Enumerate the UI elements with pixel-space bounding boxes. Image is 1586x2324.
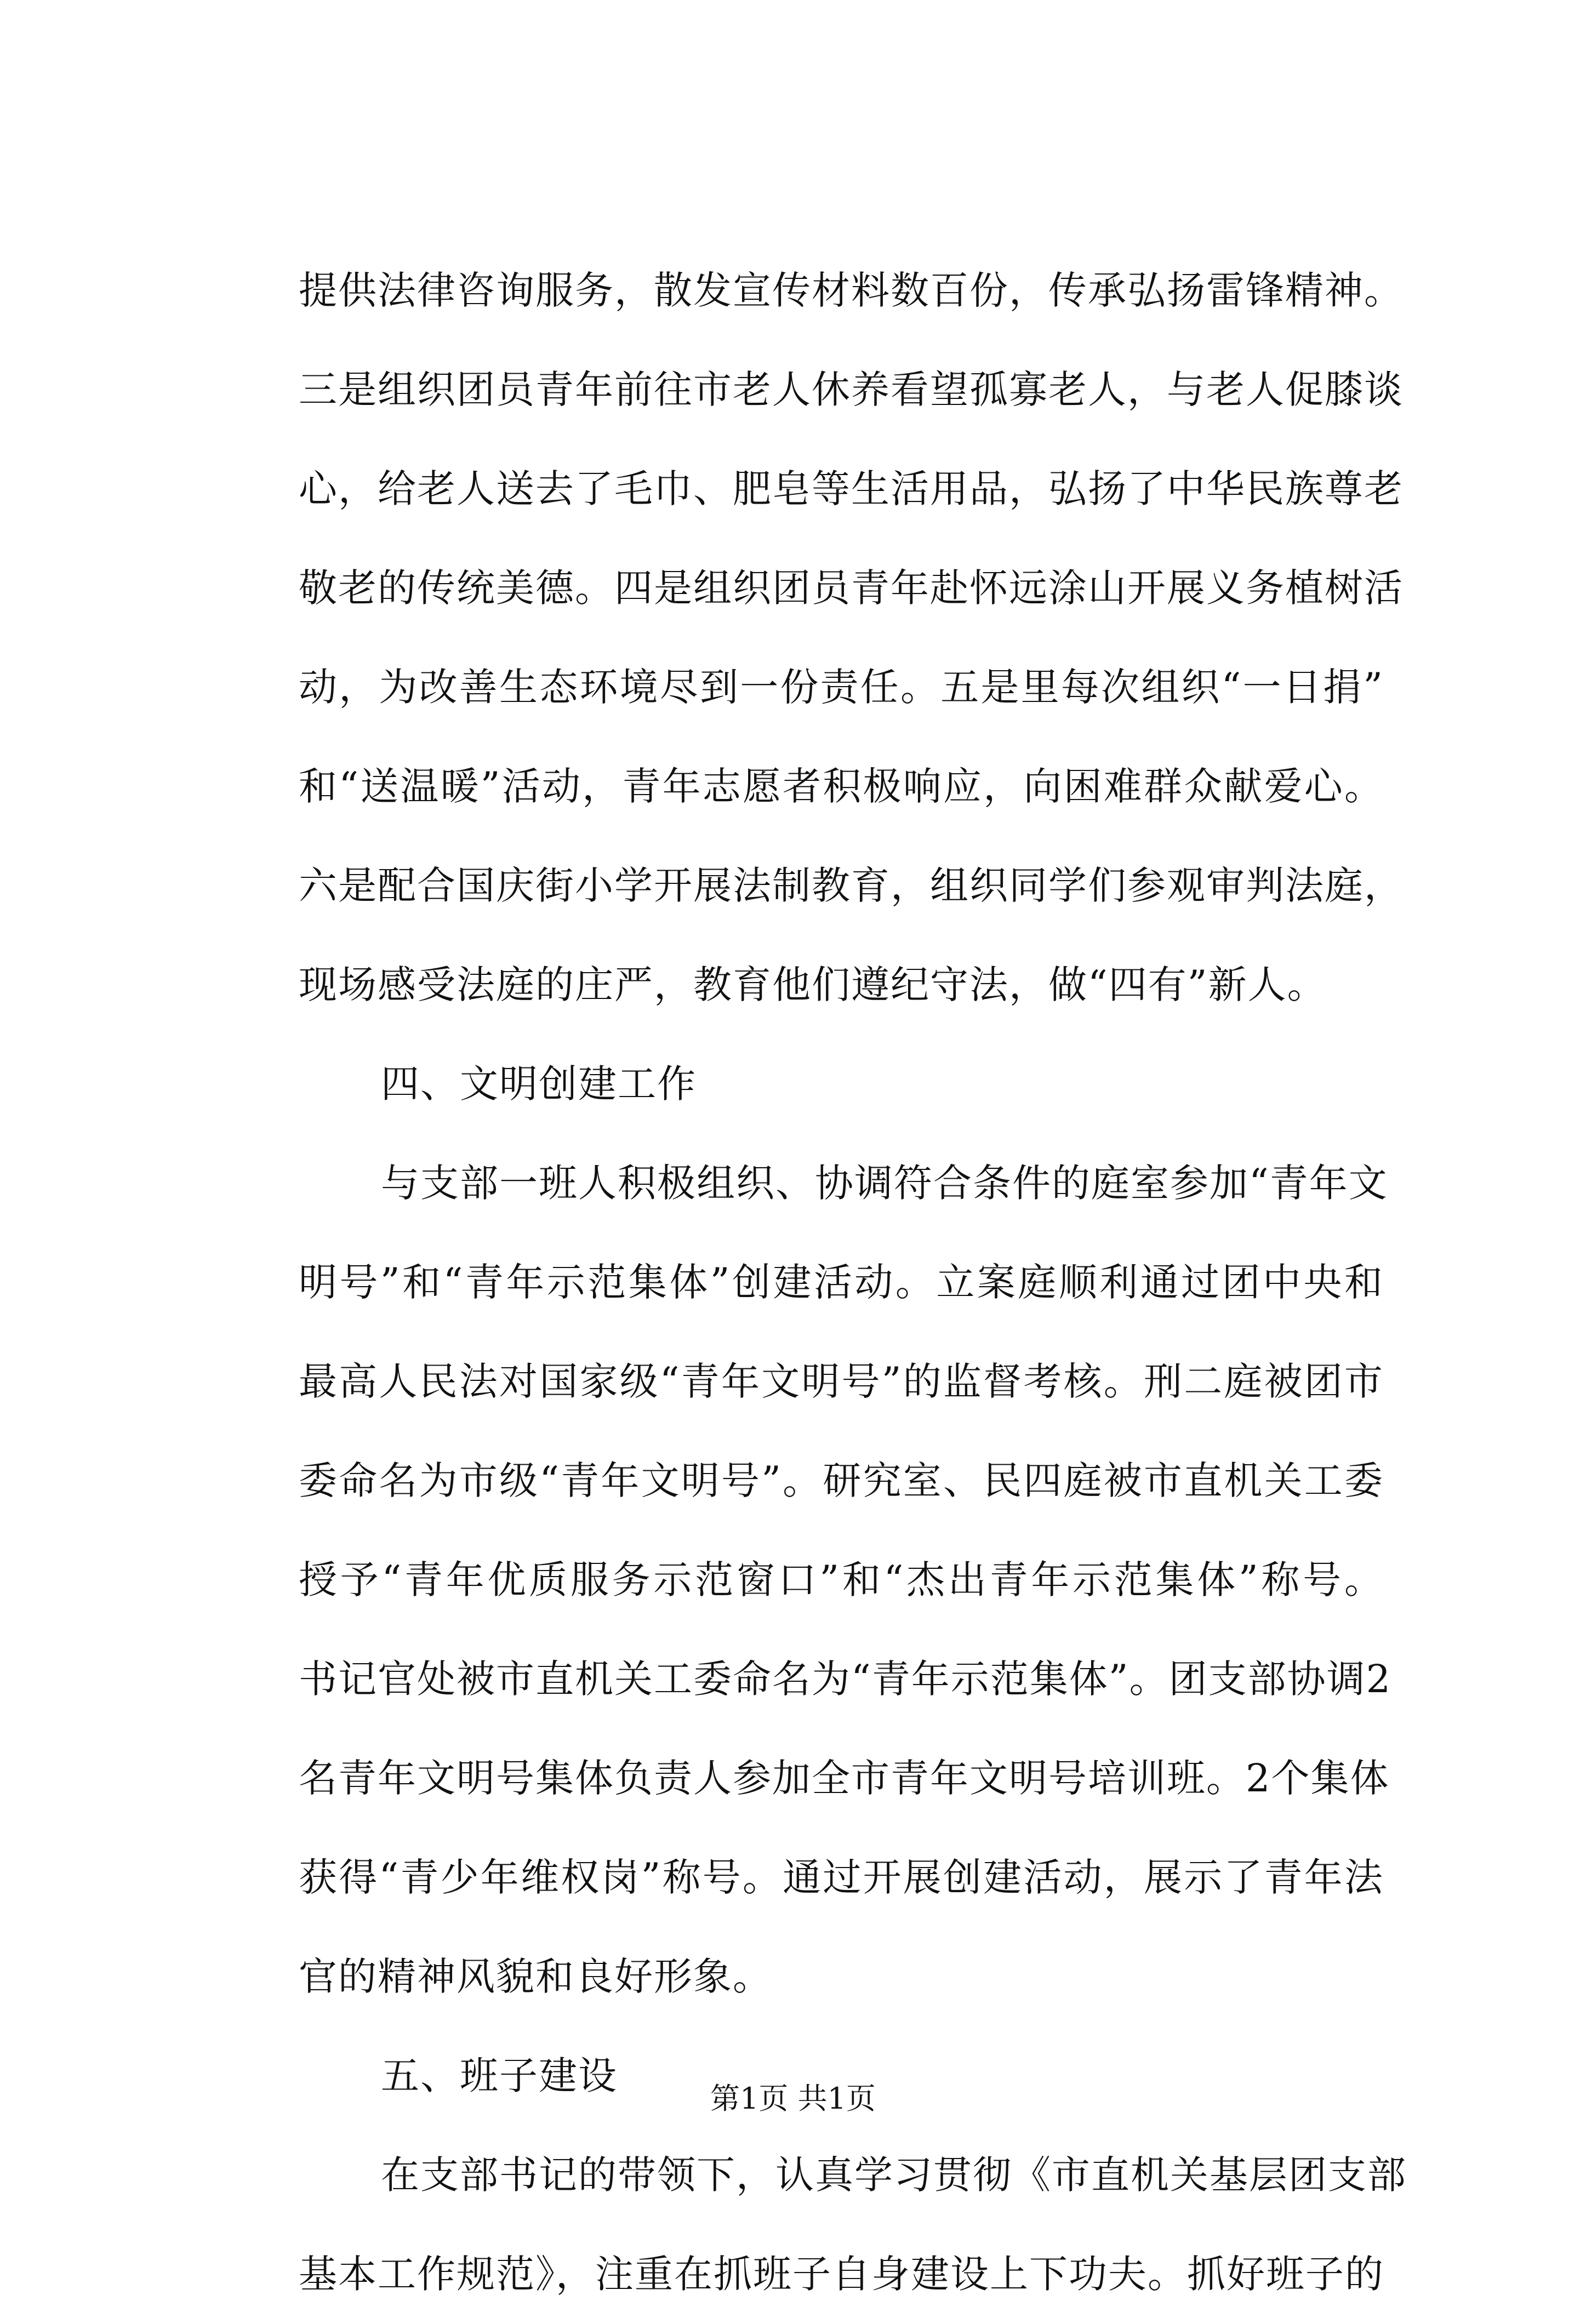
text-line: 名青年文明号集体负责人参加全市青年文明号培训班。2个集体 xyxy=(299,1756,1390,1801)
text-line: 提供法律咨询服务，散发宣传材料数百份，传承弘扬雷锋精神。 xyxy=(299,268,1404,313)
text-line: 书记官处被市直机关工委命名为“青年示范集体”。团支部协调2 xyxy=(299,1657,1392,1701)
text-line: 在支部书记的带领下，认真学习贯彻《市直机关基层团支部 xyxy=(381,2152,1407,2197)
text-line: 委命名为市级“青年文明号”。研究室、民四庭被市直机关工委 xyxy=(299,1458,1384,1503)
text-line: 最高人民法对国家级“青年文明号”的监督考核。刑二庭被团市 xyxy=(299,1359,1384,1404)
text-line: 心，给老人送去了毛巾、肥皂等生活用品，弘扬了中华民族尊老 xyxy=(299,466,1404,511)
text-line: 与支部一班人积极组织、协调符合条件的庭室参加“青年文 xyxy=(381,1161,1388,1206)
section-heading: 四、文明创建工作 xyxy=(381,1061,697,1106)
text-line: 敬老的传统美德。四是组织团员青年赴怀远涂山开展义务植树活 xyxy=(299,566,1404,610)
text-line: 六是配合国庆街小学开展法制教育，组织同学们参观审判法庭， xyxy=(299,863,1404,908)
text-line: 获得“青少年维权岗”称号。通过开展创建活动，展示了青年法 xyxy=(299,1855,1384,1900)
page-number-footer: 第1页 共1页 xyxy=(710,2081,876,2116)
text-line: 动，为改善生态环境尽到一份责任。五是里每次组织“一日捐” xyxy=(299,665,1384,710)
section-heading: 五、班子建设 xyxy=(381,2053,618,2098)
document-body xyxy=(299,241,1407,2324)
text-line: 明号”和“青年示范集体”创建活动。立案庭顺利通过团中央和 xyxy=(299,1260,1384,1305)
text-line: 官的精神风貌和良好形象。 xyxy=(299,1954,772,1999)
text-line: 和“送温暖”活动，青年志愿者积极响应，向困难群众献爱心。 xyxy=(299,764,1384,809)
text-line: 三是组织团员青年前往市老人休养看望孤寡老人，与老人促膝谈 xyxy=(299,367,1404,412)
text-line: 基本工作规范》，注重在抓班子自身建设上下功夫。抓好班子的 xyxy=(299,2252,1384,2297)
text-line: 现场感受法庭的庄严，教育他们遵纪守法，做“四有”新人。 xyxy=(299,962,1327,1007)
text-line: 授予“青年优质服务示范窗口”和“杰出青年示范集体”称号。 xyxy=(299,1557,1384,1602)
